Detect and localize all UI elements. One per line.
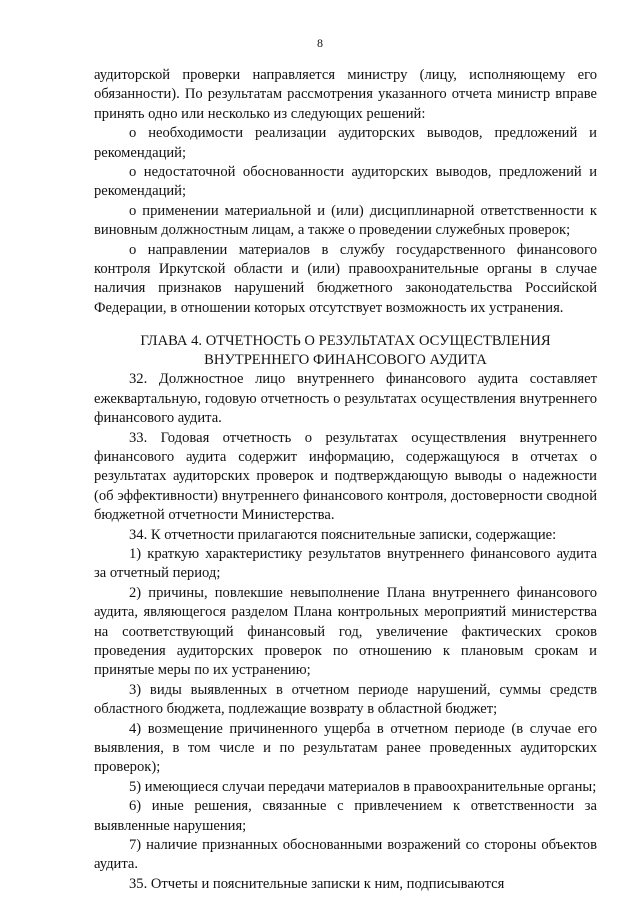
list-item: 4) возмещение причиненного ущерба в отчетном периоде (в случае его выявления, в том числе и по результатам ранее проведенных аудиторских проверок); bbox=[94, 720, 597, 776]
list-item: 5) имеющиеся случаи передачи материалов в правоохранительные органы; bbox=[129, 778, 597, 795]
paragraph: 32. Должностное лицо внутреннего финансового аудита составляет ежеквартальную, годовую отчетность о результатах осуществления внутреннего финансового аудита. bbox=[94, 371, 597, 427]
paragraph: о необходимости реализации аудиторских выводов, предложений и рекомендаций; bbox=[94, 125, 597, 161]
list-item: 7) наличие признанных обоснованными возражений со стороны объектов аудита. bbox=[94, 837, 597, 873]
page-number: 8 bbox=[317, 36, 323, 50]
paragraph: аудиторской проверки направляется министру (лицу, исполняющему его обязанности). По результатам рассмотрения указанного отчета министр вправе принять одно или несколько из следующих решений: bbox=[94, 67, 597, 122]
paragraph: 33. Годовая отчетность о результатах осуществления внутреннего финансового аудита содержит информацию, содержащуюся в отчетах о результатах аудиторских проверок и подтверждающую выводы о надежности (об эффективности) внутреннего финансового контроля, достоверности сводной бюджетной отчетности Министерства. bbox=[94, 429, 597, 524]
list-item: 3) виды выявленных в отчетном периоде нарушений, суммы средств областного бюджета, подлежащие возврату в областной бюджет; bbox=[94, 681, 597, 718]
chapter-heading bbox=[94, 332, 597, 370]
list-item: 6) иные решения, связанные с привлечением к ответственности за выявленные нарушения; bbox=[94, 798, 597, 834]
document-body bbox=[94, 66, 597, 894]
chapter-heading-line: ВНУТРЕННЕГО ФИНАНСОВОГО АУДИТА bbox=[204, 352, 487, 369]
list-item: 2) причины, повлекшие невыполнение Плана внутреннего финансового аудита, являющегося разделом Плана контрольных мероприятий министерства на соответствующий финансовый год, увеличение фактических сроков проведения аудиторских проверок по отношению к плановым срокам и принятые меры по их устранению; bbox=[94, 584, 597, 679]
paragraph: о недостаточной обоснованности аудиторских выводов, предложений и рекомендаций; bbox=[94, 164, 597, 200]
paragraph: о применении материальной и (или) дисциплинарной ответственности к виновным должностным лицам, а также о проведении служебных проверок; bbox=[94, 202, 597, 239]
paragraph: 35. Отчеты и пояснительные записки к ним, подписываются bbox=[129, 875, 505, 892]
paragraph: 34. К отчетности прилагаются пояснительные записки, содержащие: bbox=[129, 526, 557, 543]
list-item: 1) краткую характеристику результатов внутреннего финансового аудита за отчетный период; bbox=[94, 545, 597, 582]
paragraph: о направлении материалов в службу государственного финансового контроля Иркутской области и (или) правоохранительные органы в случае наличия признаков нарушений бюджетного законодательства Российской Федерации, в отношении которых отсутствует возможность их устранения. bbox=[94, 241, 597, 316]
chapter-heading-line: ГЛАВА 4. ОТЧЕТНОСТЬ О РЕЗУЛЬТАТАХ ОСУЩЕСТВЛЕНИЯ bbox=[140, 333, 551, 350]
